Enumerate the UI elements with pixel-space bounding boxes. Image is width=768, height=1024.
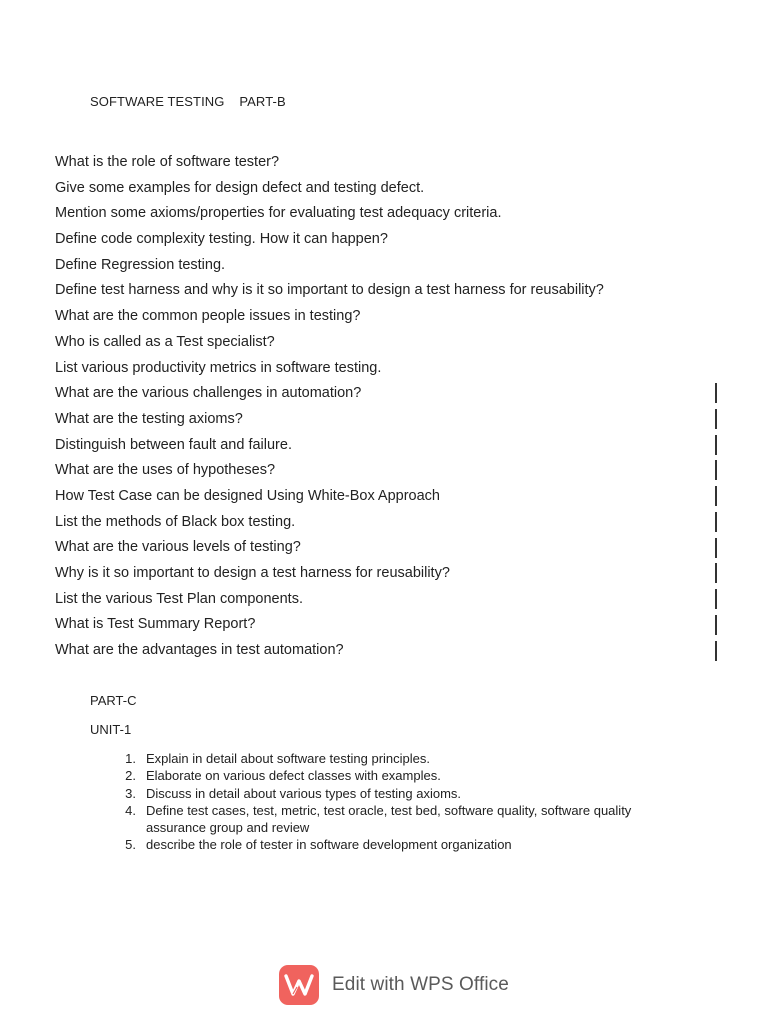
change-bar: [715, 563, 717, 583]
question-item: Define Regression testing.: [55, 256, 226, 273]
list-item: [90, 767, 670, 784]
question-item: List the methods of Black box testing.: [55, 513, 296, 530]
change-bar: [715, 460, 717, 480]
wps-logo-icon: [279, 965, 319, 1005]
change-bar-column: [715, 383, 717, 666]
question-item: List the various Test Plan components.: [55, 590, 303, 607]
change-bar: [715, 435, 717, 455]
question-item: What are the common people issues in testing?: [55, 308, 361, 325]
list-item-text: Define test cases, test, metric, test oracle, test bed, software quality, software quality assurance group and review: [146, 802, 632, 836]
list-item-text: Discuss in detail about various types of testing axioms.: [146, 785, 462, 801]
list-item-number: 1.: [125, 751, 136, 766]
list-item: [90, 836, 670, 853]
change-bar: [715, 538, 717, 558]
list-item-text: Explain in detail about software testing principles.: [146, 751, 430, 766]
question-item: What are the testing axioms?: [55, 410, 243, 427]
question-item: What is the role of software tester?: [55, 154, 280, 170]
part-b-heading: PART-B: [239, 94, 286, 109]
change-bar: [715, 486, 717, 506]
change-bar: [715, 409, 717, 429]
change-bar: [715, 512, 717, 532]
question-item: Define code complexity testing. How it can happen?: [55, 231, 388, 248]
question-item: Distinguish between fault and failure.: [55, 436, 292, 453]
question-item: How Test Case can be designed Using White-Box Approach: [55, 487, 441, 504]
list-item: [90, 802, 670, 837]
question-item: What are the various levels of testing?: [55, 539, 301, 556]
change-bar: [715, 589, 717, 609]
change-bar: [715, 615, 717, 635]
unit-heading: UNIT-1: [90, 722, 132, 737]
part-b-question-list: [55, 150, 604, 664]
question-item: What are the various challenges in automation?: [55, 385, 362, 402]
question-item: Why is it so important to design a test harness for reusability?: [55, 565, 450, 581]
list-item-number: 2.: [125, 768, 136, 784]
document-header: [90, 94, 286, 109]
question-item: What is Test Summary Report?: [55, 616, 256, 633]
question-item: Who is called as a Test specialist?: [55, 333, 275, 350]
list-item-text: describe the role of tester in software development organization: [146, 837, 512, 853]
question-item: Mention some axioms/properties for evaluating test adequacy criteria.: [55, 205, 502, 222]
list-item-text: Elaborate on various defect classes with examples.: [146, 768, 441, 784]
question-item: What are the advantages in test automation?: [55, 642, 344, 659]
question-item: What are the uses of hypotheses?: [55, 462, 276, 479]
wps-edit-label: Edit with WPS Office: [332, 974, 509, 995]
question-item: Give some examples for design defect and testing defect.: [55, 179, 425, 196]
change-bar: [715, 383, 717, 403]
question-item: Define test harness and why is it so important to design a test harness for reusability?: [55, 282, 604, 299]
list-item: [90, 750, 670, 767]
list-item-number: 4.: [125, 802, 136, 818]
part-c-heading: PART-C: [90, 693, 137, 708]
list-item-number: 3.: [125, 785, 136, 801]
question-item: List various productivity metrics in software testing.: [55, 359, 382, 376]
list-item: [90, 785, 670, 802]
change-bar: [715, 641, 717, 661]
wps-edit-badge[interactable]: [279, 965, 509, 1005]
part-c-question-list: [90, 750, 670, 854]
list-item-number: 5.: [125, 837, 136, 853]
document-title: SOFTWARE TESTING: [90, 94, 225, 109]
